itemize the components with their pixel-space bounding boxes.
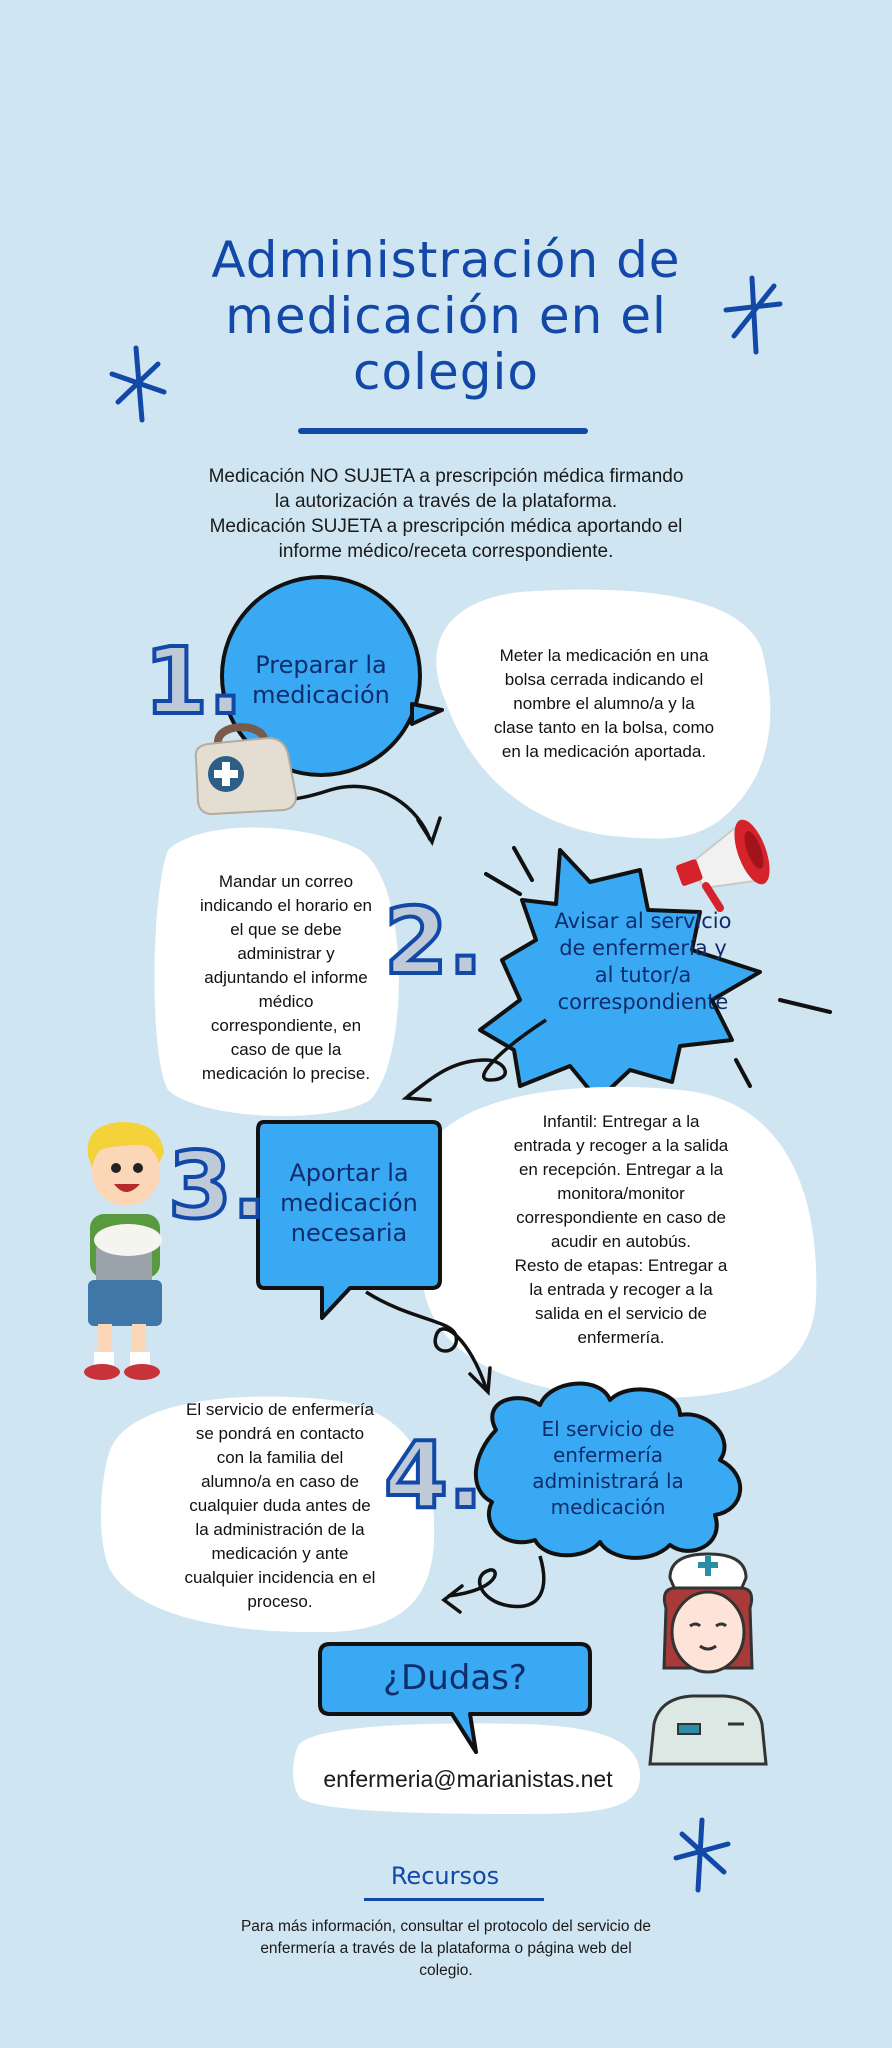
medical-kit-icon (188, 718, 300, 818)
text-line: medicación lo precise. (201, 1064, 371, 1083)
resources-title: Recursos (390, 1862, 500, 1890)
text-line: clase tanto en la bolsa, como (493, 718, 715, 737)
resources-line: Para más información, consultar el protocolo del servicio de (240, 1918, 652, 1935)
text-line: en la medicación aportada. (501, 742, 707, 761)
step-title-line: Preparar la (255, 651, 387, 679)
intro-line: Medicación NO SUJETA a prescripción médica firmando (208, 466, 684, 487)
step-number: 3. (168, 1132, 267, 1239)
contact-email[interactable]: enfermeria@marianistas.net (323, 1766, 613, 1792)
title-line: colegio (353, 343, 539, 401)
text-line: el que se debe (230, 920, 342, 939)
intro-line: informe médico/receta correspondiente. (278, 541, 614, 562)
text-line: Mandar un correo (218, 872, 354, 891)
step3-text (466, 1110, 776, 1350)
text-line: correspondiente, en (210, 1016, 362, 1035)
text-line: Resto de etapas: Entregar a (514, 1256, 728, 1275)
text-line: con la familia del (216, 1448, 344, 1467)
intro-line: Medicación SUJETA a prescripción médica aportando el (209, 516, 683, 537)
text-line: administrar y (237, 944, 335, 963)
text-line: bolsa cerrada indicando el (504, 670, 704, 689)
text-line: Meter la medicación en una (499, 646, 709, 665)
title-line: Administración de (211, 231, 681, 289)
resources-underline (364, 1898, 544, 1901)
step-number: 2. (384, 888, 483, 995)
intro-line: la autorización a través de la plataforma. (274, 491, 618, 512)
step-number: 4. (384, 1422, 483, 1529)
step2-title (548, 908, 738, 1016)
text-line: proceso. (247, 1592, 313, 1611)
text-line: entrada y recoger a la salida (513, 1136, 729, 1155)
text-line: la entrada y recoger a la (529, 1280, 713, 1299)
dudas-title: ¿Dudas? (383, 1658, 527, 1698)
step-title-line: medicación (252, 681, 390, 709)
step3-title (264, 1158, 434, 1248)
step-title-line: administrará la (532, 1469, 684, 1493)
text-line: en recepción. Entregar a la (518, 1160, 724, 1179)
text-line: salida en el servicio de (535, 1304, 707, 1323)
step-title-line: de enfermería y (559, 936, 727, 960)
step-title-line: Avisar al servicio (554, 909, 732, 933)
text-line: cualquier incidencia en el (184, 1568, 376, 1587)
text-line: cualquier duda antes de (189, 1496, 371, 1515)
step2-text (176, 870, 396, 1086)
step4-text (160, 1398, 400, 1614)
text-line: se pondrá en contacto (195, 1424, 365, 1443)
step-number: 1. (144, 628, 243, 735)
arrow-icon (448, 1556, 544, 1607)
text-line: acudir en autobús. (551, 1232, 691, 1251)
text-line: nombre el alumno/a y la (513, 694, 695, 713)
step1-text (466, 644, 742, 764)
text-line: correspondiente en caso de (516, 1208, 726, 1227)
step-title-line: correspondiente (557, 990, 729, 1014)
step-title-line: medicación (280, 1189, 418, 1217)
step-title-line: Aportar la (289, 1159, 409, 1187)
text-line: adjuntando el informe (204, 968, 368, 987)
step-title-line: enfermería (552, 1443, 664, 1467)
text-line: alumno/a en caso de (201, 1472, 359, 1491)
text-line: la administración de la (195, 1520, 365, 1539)
resources-text (206, 1916, 686, 1982)
megaphone-icon (670, 804, 786, 914)
nurse-character-icon (640, 1548, 776, 1766)
step1-title (226, 650, 416, 710)
step-title-line: al tutor/a (594, 963, 692, 987)
title-line: medicación en el (225, 287, 667, 345)
text-line: enfermería. (577, 1328, 665, 1347)
step-title-line: El servicio de (541, 1417, 675, 1441)
text-line: medicación y ante (211, 1544, 349, 1563)
text-line: indicando el horario en (199, 896, 372, 915)
boy-character-icon (74, 1116, 178, 1384)
resources-line: enfermería a través de la plataforma o página web del (260, 1940, 632, 1957)
step4-title (508, 1416, 708, 1520)
step-title-line: medicación (550, 1495, 666, 1519)
text-line: médico (258, 992, 314, 1011)
text-line: El servicio de enfermería (185, 1400, 375, 1419)
text-line: monitora/monitor (557, 1184, 685, 1203)
step-title-line: necesaria (290, 1219, 408, 1247)
text-line: caso de que la (230, 1040, 342, 1059)
text-line: Infantil: Entregar a la (542, 1112, 700, 1131)
resources-line: colegio. (419, 1962, 473, 1979)
